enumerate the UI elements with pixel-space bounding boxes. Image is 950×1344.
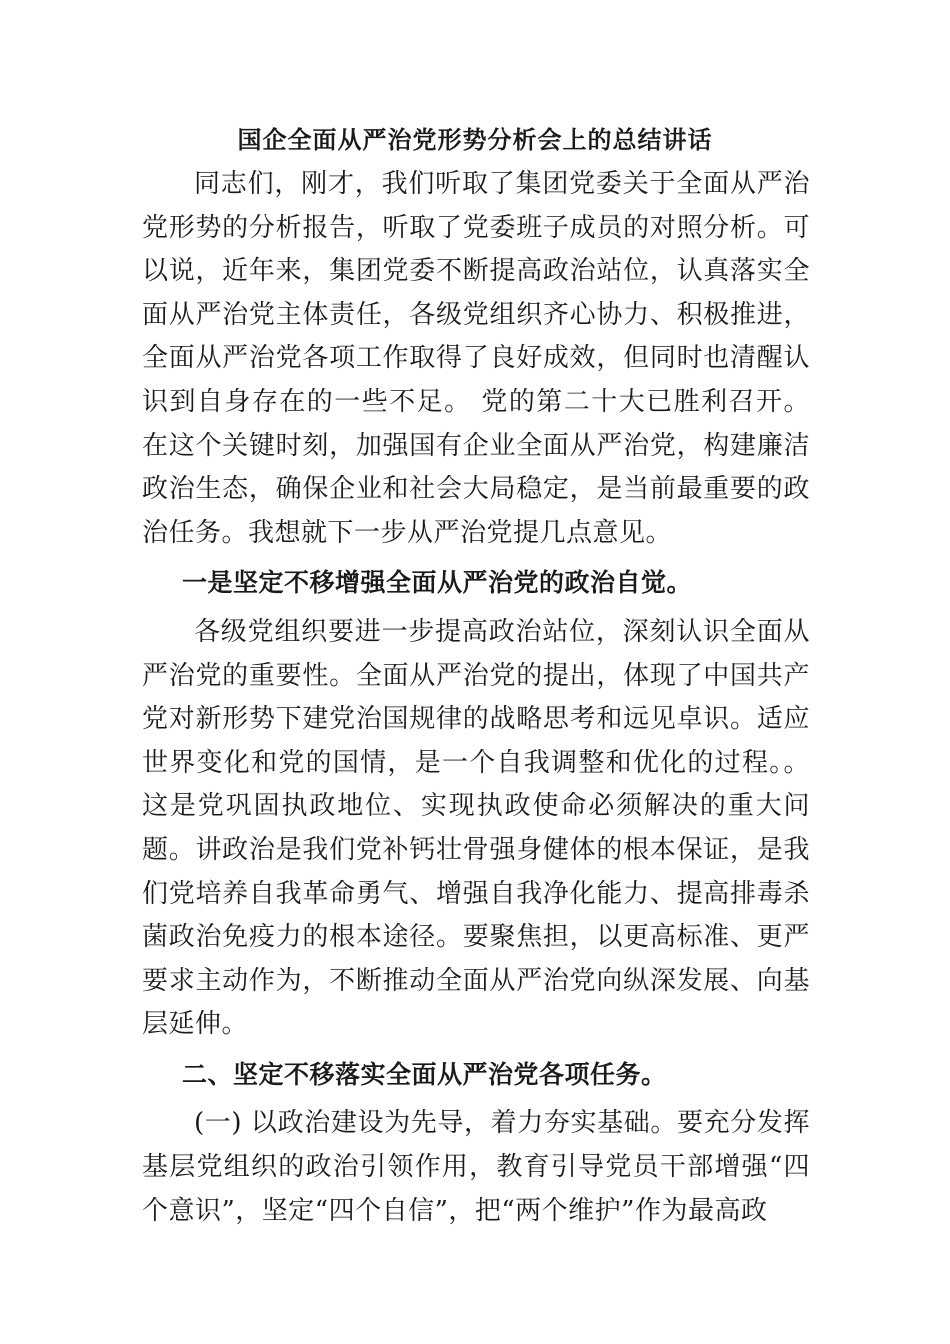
document-title: 国企全面从严治党形势分析会上的总结讲话 [237, 126, 713, 154]
section-heading-1: 一是坚定不移增强全面从严治党的政治自觉。 [182, 568, 693, 598]
paragraph-section-1: 各级党组织要进一步提高政治站位，深刻认识全面从严治党的重要性。全面从严治党的提出，体现了中国共产党对新形势下建党治国规律的战略思考和远见卓识。适应世界变化和党的国情，是一个自我调整和优化的过程。。这是党巩固执政地位、实现执政使命必须解决的重大问题。讲政治是我们党补钙壮骨强身健体的根本保证，是我们党培养自我革命勇气、增强自我净化能力、提高排毒杀菌政治免疫力的根本途径。要聚焦担，以更高标准、更严要求主动作为，不断推动全面从严治党向纵深发展、向基层延伸。 [142, 616, 810, 1040]
document-body [142, 163, 810, 1233]
paragraph-opening: 同志们，刚才，我们听取了集团党委关于全面从严治党形势的分析报告，听取了党委班子成员的对照分析。可以说，近年来，集团党委不断提高政治站位，认真落实全面从严治党主体责任，各级党组织齐心协力、积极推进，全面从严治党各项工作取得了良好成效，但同时也清醒认识到自身存在的一些不足。 党的第二十大已胜利召开。在这个关键时刻，加强国有企业全面从严治党，构建廉洁政治生态，确保企业和社会大局稳定，是当前最重要的政治任务。我想就下一步从严治党提几点意见。 [142, 169, 810, 548]
paragraph-subsection-1: (一) 以政治建设为先导，着力夯实基础。要充分发挥基层党组织的政治引领作用，教育引导党员干部增强“四个意识”，坚定“四个自信”，把“两个维护”作为最高政 [142, 1108, 810, 1226]
section-heading-2: 二、坚定不移落实全面从严治党各项任务。 [182, 1059, 667, 1089]
